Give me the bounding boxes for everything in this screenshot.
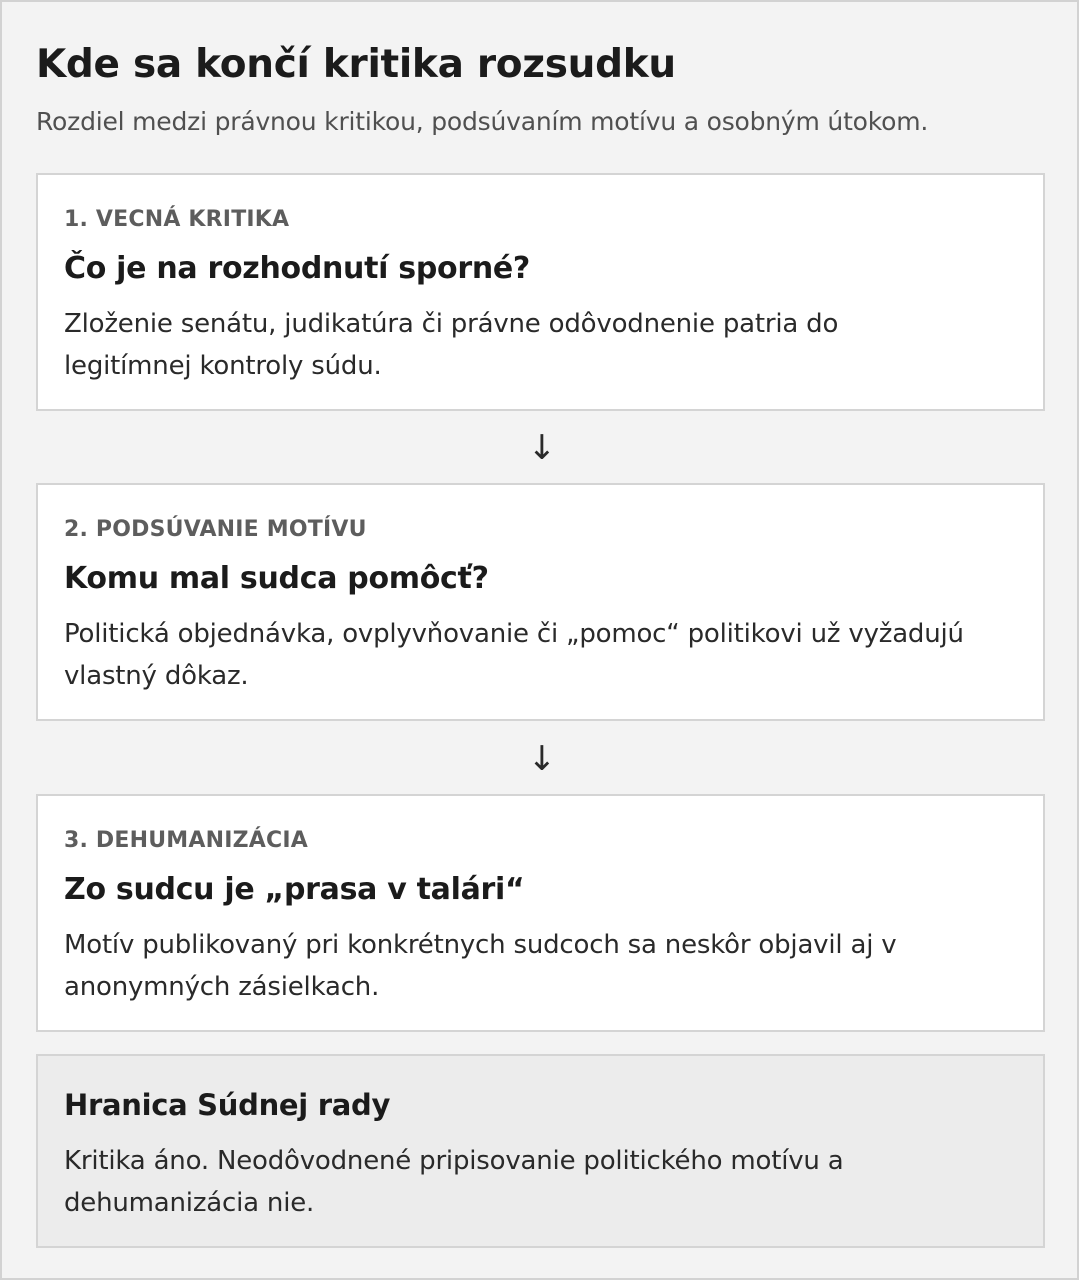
page-title: Kde sa končí kritika rozsudku xyxy=(36,42,676,87)
step-label: 2. PODSÚVANIE MOTÍVU xyxy=(64,517,367,542)
step-description: Motív publikovaný pri konkrétnych sudcoch sa neskôr objavil aj v anonymných zásielkach. xyxy=(64,930,897,1002)
step-description: Politická objednávka, ovplyvňovanie či „pomoc“ politikovi už vyžadujú vlastný dôkaz. xyxy=(64,619,964,691)
arrow-down-icon: ↓ xyxy=(527,428,557,468)
step-label: 3. DEHUMANIZÁCIA xyxy=(64,828,308,853)
page-subtitle: Rozdiel medzi právnou kritikou, podsúvaním motívu a osobným útokom. xyxy=(36,107,929,136)
step-heading: Komu mal sudca pomôcť? xyxy=(64,561,489,596)
step-heading: Čo je na rozhodnutí sporné? xyxy=(64,251,531,286)
step-heading: Zo sudcu je „prasa v talári“ xyxy=(64,872,525,907)
step-card-factual-criticism xyxy=(36,173,1045,411)
step-card-motive-insinuation xyxy=(36,483,1045,721)
step-label: 1. VECNÁ KRITIKA xyxy=(64,207,290,232)
step-card-dehumanization xyxy=(36,794,1045,1032)
step-description: Zloženie senátu, judikatúra či právne odôvodnenie patria do legitímnej kontroly súdu. xyxy=(64,309,839,381)
conclusion-description: Kritika áno. Neodôvodnené pripisovanie politického motívu a dehumanizácia nie. xyxy=(64,1146,844,1218)
conclusion-heading: Hranica Súdnej rady xyxy=(64,1088,391,1122)
conclusion-card xyxy=(36,1054,1045,1248)
arrow-down-icon: ↓ xyxy=(527,739,557,779)
